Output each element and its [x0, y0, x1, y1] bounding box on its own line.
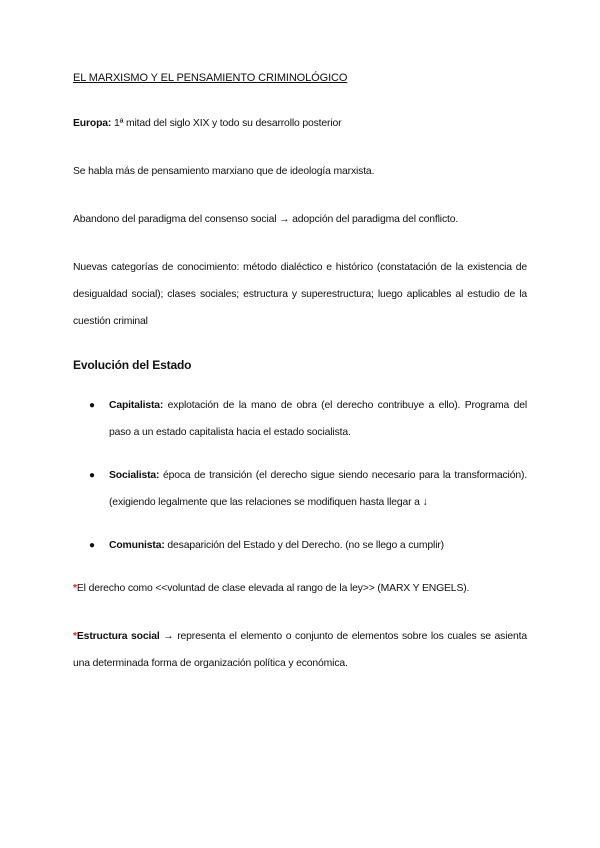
list-item-comunista — [73, 532, 527, 559]
list-item-text: explotación de la mano de obra (el derecho contribuye a ello). Programa del paso a un estado capitalista hacia el estado socialista. — [109, 400, 527, 438]
list-item-socialista — [73, 462, 527, 516]
list-item-text: desaparición del Estado y del Derecho. (no se llego a cumplir) — [164, 540, 444, 551]
note-label: Estructura social — [76, 631, 160, 642]
europa-paragraph — [73, 110, 527, 137]
paradigm-paragraph: Abandono del paradigma del consenso social → adopción del paradigma del conflicto. — [73, 214, 459, 225]
marx-engels-note — [73, 575, 527, 602]
section-heading: Evolución del Estado — [73, 358, 192, 372]
list-item-label: Socialista: — [109, 470, 160, 481]
bullet-icon: ● — [89, 400, 95, 411]
asterisk-icon: * — [73, 631, 77, 642]
document-title: EL MARXISMO Y EL PENSAMIENTO CRIMINOLÓGICO — [73, 72, 348, 84]
state-evolution-list — [73, 392, 527, 559]
bullet-icon: ● — [89, 470, 95, 481]
asterisk-icon: * — [73, 583, 77, 594]
bullet-icon: ● — [89, 540, 95, 551]
note-text: El derecho como <<voluntad de clase elevada al rango de la ley>> (MARX Y ENGELS). — [76, 583, 470, 594]
list-item-text: época de transición (el derecho sigue siendo necesario para la transformación). (exigiendo legalmente que las relaciones se modifiquen hasta llegar a ↓ — [109, 470, 527, 508]
list-item-label: Capitalista: — [109, 400, 164, 411]
list-item-capitalista — [73, 392, 527, 446]
social-structure-note — [73, 623, 527, 677]
europa-text: 1ª mitad del siglo XIX y todo su desarrollo posterior — [111, 118, 342, 129]
list-item-label: Comunista: — [109, 540, 165, 551]
categories-paragraph: Nuevas categorías de conocimiento: método dialéctico e histórico (constatación de la existencia de desigualdad social); clases sociales; estructura y superestructura; luego aplicables al estudio de la cuestión criminal — [73, 262, 527, 327]
note-text: → representa el elemento o conjunto de elementos sobre los cuales se asienta una determinada forma de organización política y económica. — [73, 631, 527, 669]
europa-label: Europa: — [73, 118, 112, 129]
document-content — [73, 72, 527, 698]
marxian-paragraph: Se habla más de pensamiento marxiano que de ideología marxista. — [73, 166, 375, 177]
